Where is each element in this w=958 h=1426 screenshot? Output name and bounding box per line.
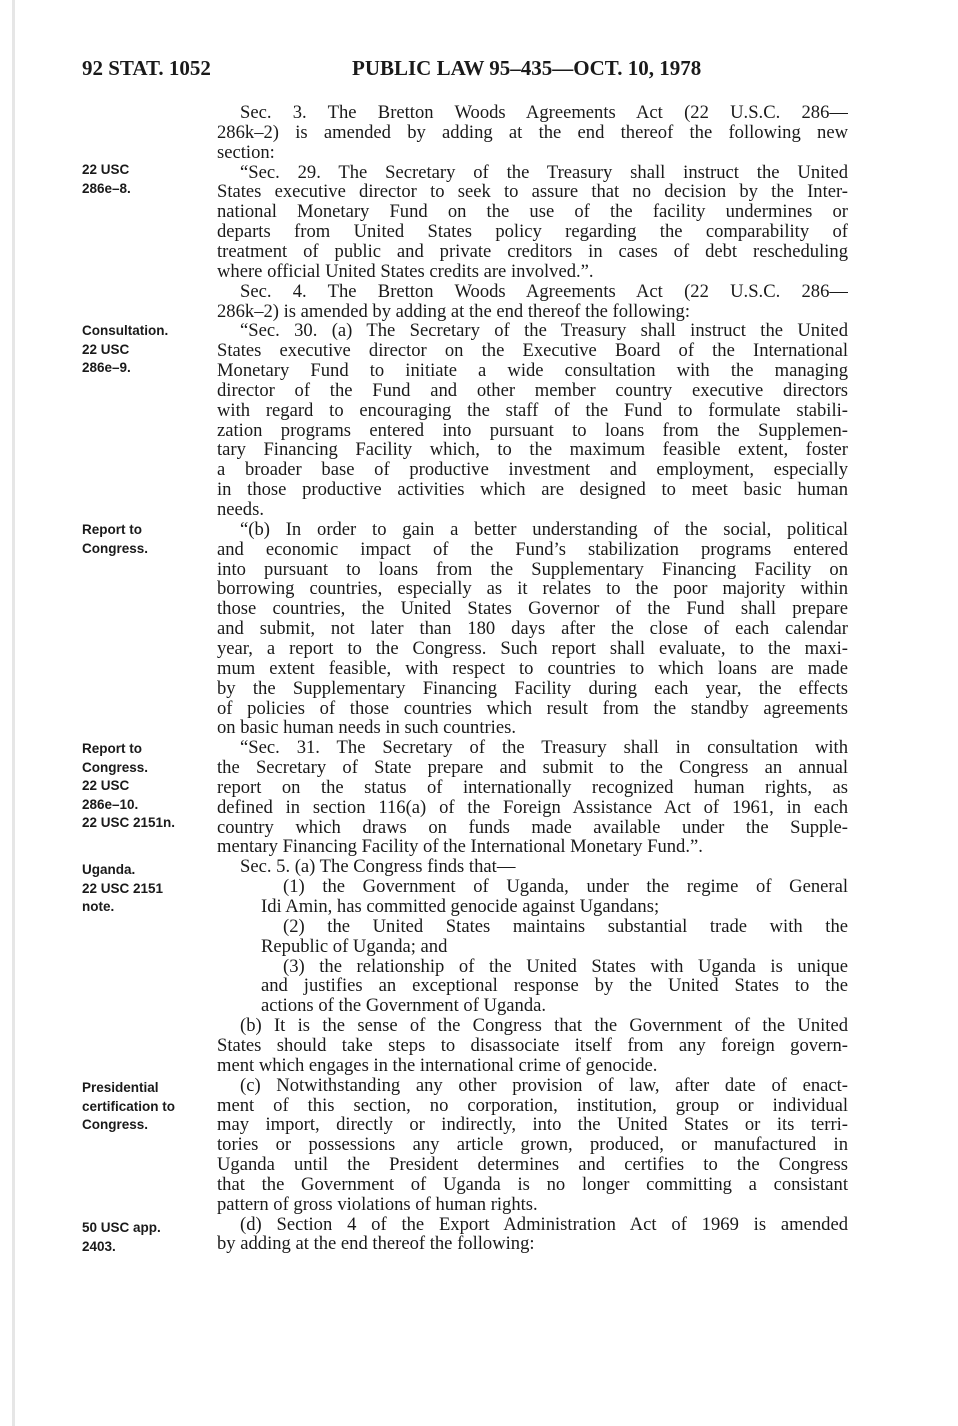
margin-note xyxy=(82,1079,175,1135)
text-line: where official United States credits are involved.”. xyxy=(217,260,594,282)
text-line: (2) the United States maintains substantial trade with the xyxy=(283,916,848,937)
margin-note-line: 22 USC 2151 xyxy=(82,880,164,896)
text-line: needs. xyxy=(217,499,264,520)
text-line: year, a report to the Congress. Such report shall evaluate, to the maxi- xyxy=(217,638,848,659)
text-line: report on the status of internationally recognized human rights, as xyxy=(217,777,848,798)
text-line: “Sec. 29. The Secretary of the Treasury shall instruct the United xyxy=(240,162,848,183)
text-line: Monetary Fund to initiate a wide consultation with the managing xyxy=(217,361,848,382)
text-line: States executive director on the Executive Board of the International xyxy=(217,341,848,362)
text-line: those countries, the United States Governor of the Fund shall prepare xyxy=(217,599,848,620)
text-line: tories or possessions any article grown, produced, or manufactured in xyxy=(217,1135,848,1156)
margin-note-line: Congress. xyxy=(82,759,149,775)
text-line: tary Financing Facility which, to the maximum feasible extent, foster xyxy=(217,440,848,461)
text-line: Idi Amin, has committed genocide against Ugandans; xyxy=(261,896,660,917)
text-line: 286k–2) is amended by adding at the end thereof the following new xyxy=(217,122,848,143)
text-line: borrowing countries, especially as it relates to the poor majority within xyxy=(217,579,848,600)
text-line: (1) the Government of Uganda, under the regime of General xyxy=(283,877,848,898)
margin-note-line: 22 USC xyxy=(82,341,130,357)
text-line: that the Government of Uganda is no longer committing a consistant xyxy=(217,1174,848,1195)
text-line: Uganda until the President determines and certifies to the Congress xyxy=(217,1155,848,1176)
text-line: mum extent feasible, with respect to countries to which loans are made xyxy=(217,658,848,679)
margin-note-line: 2403. xyxy=(82,1238,116,1254)
text-line: section: xyxy=(217,141,275,163)
text-line: and justifies an exceptional response by the United States to the xyxy=(261,976,848,997)
text-line: with regard to encouraging the staff of the Fund to formulate stabili- xyxy=(217,400,848,421)
statute-page-number: 92 STAT. 1052 xyxy=(82,56,211,80)
text-line: mentary Financing Facility of the International Monetary Fund.”. xyxy=(217,836,703,858)
margin-note-line: certification to xyxy=(82,1098,176,1114)
margin-note-line: Report to xyxy=(82,741,142,756)
margin-note-line: note. xyxy=(82,899,115,914)
text-line: may import, directly or indirectly, into the United States or its terri- xyxy=(217,1115,848,1136)
margin-note-line: 50 USC app. xyxy=(82,1220,161,1235)
text-line: national Monetary Fund on the use of the facility undermines or xyxy=(217,202,848,223)
margin-note xyxy=(82,1219,161,1256)
text-line: by adding at the end thereof the following: xyxy=(217,1233,535,1255)
text-line: departs from United States policy regarding the comparability of xyxy=(217,222,848,243)
text-line: (b) It is the sense of the Congress that the Government of the United xyxy=(240,1016,848,1037)
running-title: PUBLIC LAW 95–435—OCT. 10, 1978 xyxy=(352,56,702,80)
text-line: zation programs entered into pursuant to loans from the Supplemen- xyxy=(217,420,848,441)
text-line: “Sec. 30. (a) The Secretary of the Treasury shall instruct the United xyxy=(240,321,848,342)
text-line: ment of this section, no corporation, institution, group or individual xyxy=(217,1095,848,1116)
text-line: actions of the Government of Uganda. xyxy=(261,995,547,1017)
margin-note xyxy=(82,521,148,558)
margin-note-line: 286e–9. xyxy=(82,360,131,375)
text-line: Sec. 4. The Bretton Woods Agreements Act (22 U.S.C. 286— xyxy=(240,281,848,302)
text-line: country which draws on funds made available under the Supple- xyxy=(217,817,848,838)
margin-note-line: Consultation. xyxy=(82,323,169,338)
text-line: treatment of public and private creditors in cases of debt rescheduling xyxy=(217,241,848,262)
margin-note-line: 22 USC xyxy=(82,162,130,177)
text-line: ment which engages in the international crime of genocide. xyxy=(217,1054,658,1076)
text-line: “Sec. 31. The Secretary of the Treasury shall in consultation with xyxy=(240,738,848,759)
text-line: (c) Notwithstanding any other provision of law, after date of enact- xyxy=(240,1075,848,1096)
text-line: pattern of gross violations of human rights. xyxy=(217,1193,538,1215)
margin-note-line: Report to xyxy=(82,522,142,537)
margin-note-line: Uganda. xyxy=(82,862,136,877)
text-line: into pursuant to loans from the Supplementary Financing Facility on xyxy=(217,559,848,580)
margin-note-line: Congress. xyxy=(82,540,149,556)
text-line: in those productive activities which are designed to meet basic human xyxy=(217,480,848,501)
margin-note-line: Congress. xyxy=(82,1117,149,1132)
text-line: of policies of those countries which result from the standby agreements xyxy=(217,698,848,719)
margin-note-line: 286e–8. xyxy=(82,180,131,196)
text-line: Sec. 5. (a) The Congress finds that— xyxy=(240,856,516,878)
margin-note-line: 22 USC 2151n. xyxy=(82,815,176,830)
text-line: and economic impact of the Fund’s stabilization programs entered xyxy=(217,539,848,560)
margin-note xyxy=(82,861,163,917)
text-line: director of the Fund and other member country executive directors xyxy=(217,380,848,401)
text-line: Sec. 3. The Bretton Woods Agreements Act (22 U.S.C. 286— xyxy=(240,103,848,123)
text-line: the Secretary of State prepare and submit to the Congress an annual xyxy=(217,758,848,779)
margin-note xyxy=(82,161,131,198)
text-line: on basic human needs in such countries. xyxy=(217,717,516,739)
text-line: “(b) In order to gain a better understanding of the social, political xyxy=(240,519,848,540)
text-line: States executive director to seek to assure that no decision by the Inter- xyxy=(217,182,848,203)
text-line: and submit, not later than 180 days after the close of each calendar xyxy=(217,619,848,640)
text-line: defined in section 116(a) of the Foreign Assistance Act of 1961, in each xyxy=(217,797,848,818)
scan-edge xyxy=(12,0,15,1426)
margin-note-line: Presidential xyxy=(82,1080,159,1095)
text-line: 286k–2) is amended by adding at the end thereof the following: xyxy=(217,300,690,322)
text-line: (d) Section 4 of the Export Administration Act of 1969 is amended xyxy=(240,1214,848,1235)
text-line: by the Supplementary Financing Facility during each year, the effects xyxy=(217,678,848,699)
text-line: States should take steps to disassociate itself from any foreign govern- xyxy=(217,1035,848,1056)
text-line: a broader base of productive investment and employment, especially xyxy=(217,460,848,481)
margin-note xyxy=(82,740,175,833)
text-line: Republic of Uganda; and xyxy=(261,935,448,957)
margin-note-line: 22 USC xyxy=(82,778,130,793)
text-line: (3) the relationship of the United States with Uganda is unique xyxy=(283,956,848,977)
margin-note xyxy=(82,322,168,378)
margin-note-line: 286e–10. xyxy=(82,796,139,812)
